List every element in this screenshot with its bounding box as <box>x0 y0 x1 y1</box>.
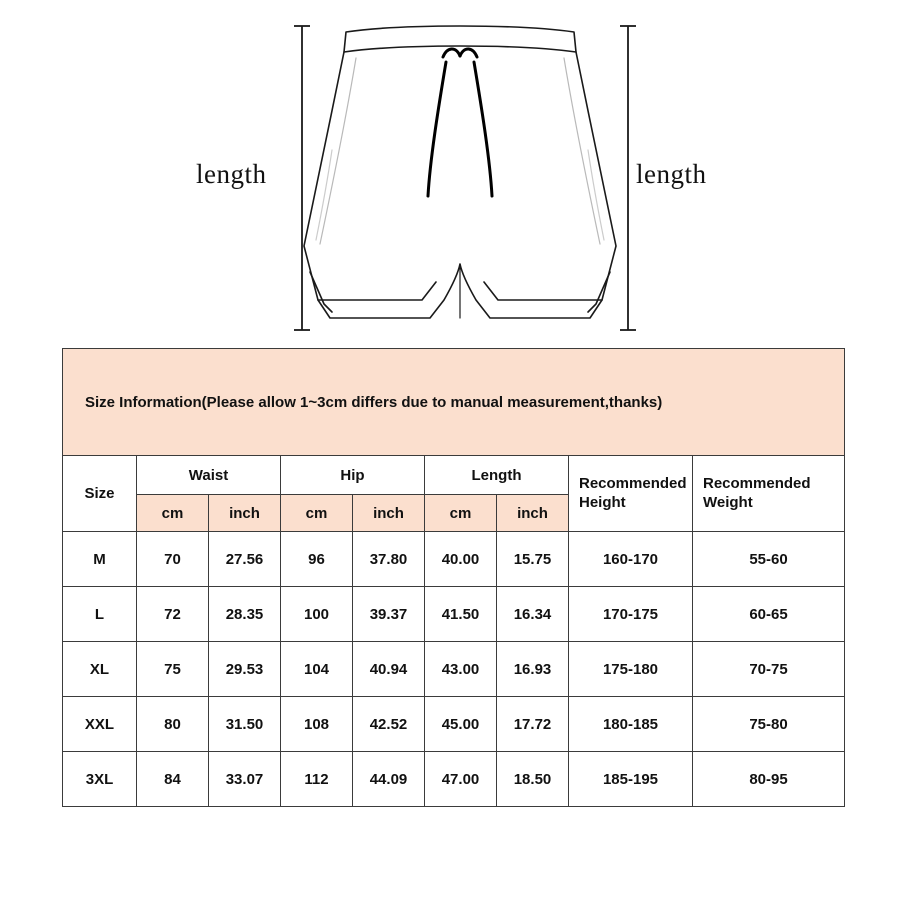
cell-waist-cm: 70 <box>137 532 209 587</box>
cell-length-cm: 43.00 <box>425 642 497 697</box>
cell-length-inch: 16.34 <box>497 587 569 642</box>
cell-length-cm: 45.00 <box>425 697 497 752</box>
table-row <box>63 587 845 642</box>
header-length: Length <box>425 456 569 495</box>
length-arrow-left <box>294 26 310 330</box>
table-group-header-row <box>63 456 845 495</box>
table-row <box>63 697 845 752</box>
shorts-diagram <box>0 0 900 345</box>
table-row <box>63 532 845 587</box>
cell-hip-cm: 100 <box>281 587 353 642</box>
cell-length-inch: 16.93 <box>497 642 569 697</box>
header-waist: Waist <box>137 456 281 495</box>
length-label-left: length <box>196 159 267 189</box>
size-chart <box>62 348 844 807</box>
header-size: Size <box>63 456 137 532</box>
cell-weight-kg: 60-65 <box>693 587 845 642</box>
cell-hip-cm: 104 <box>281 642 353 697</box>
unit-hip-inch: inch <box>353 495 425 532</box>
cell-size: XXL <box>63 697 137 752</box>
drawstring-icon <box>428 49 492 196</box>
cell-waist-inch: 28.35 <box>209 587 281 642</box>
cell-length-inch: 17.72 <box>497 697 569 752</box>
cell-hip-cm: 96 <box>281 532 353 587</box>
cell-hip-inch: 37.80 <box>353 532 425 587</box>
cell-waist-cm: 72 <box>137 587 209 642</box>
cell-size: XL <box>63 642 137 697</box>
header-hip: Hip <box>281 456 425 495</box>
cell-length-cm: 47.00 <box>425 752 497 807</box>
cell-length-inch: 18.50 <box>497 752 569 807</box>
size-table <box>62 348 845 807</box>
table-row <box>63 642 845 697</box>
length-label-right: length <box>636 159 707 189</box>
table-banner-row <box>63 349 845 456</box>
unit-length-inch: inch <box>497 495 569 532</box>
cell-hip-inch: 40.94 <box>353 642 425 697</box>
cell-length-cm: 40.00 <box>425 532 497 587</box>
cell-hip-inch: 44.09 <box>353 752 425 807</box>
cell-height-cm: 185-195 <box>569 752 693 807</box>
cell-hip-cm: 112 <box>281 752 353 807</box>
cell-waist-cm: 80 <box>137 697 209 752</box>
cell-waist-inch: 27.56 <box>209 532 281 587</box>
cell-length-cm: 41.50 <box>425 587 497 642</box>
size-info-note: Size Information(Please allow 1~3cm differs due to manual measurement,thanks) <box>63 349 845 456</box>
cell-hip-inch: 39.37 <box>353 587 425 642</box>
cell-waist-inch: 33.07 <box>209 752 281 807</box>
table-row <box>63 752 845 807</box>
unit-waist-inch: inch <box>209 495 281 532</box>
unit-waist-cm: cm <box>137 495 209 532</box>
cell-waist-cm: 75 <box>137 642 209 697</box>
cell-waist-inch: 29.53 <box>209 642 281 697</box>
cell-size: L <box>63 587 137 642</box>
cell-size: 3XL <box>63 752 137 807</box>
cell-length-inch: 15.75 <box>497 532 569 587</box>
cell-height-cm: 175-180 <box>569 642 693 697</box>
cell-weight-kg: 55-60 <box>693 532 845 587</box>
unit-length-cm: cm <box>425 495 497 532</box>
cell-height-cm: 170-175 <box>569 587 693 642</box>
cell-waist-inch: 31.50 <box>209 697 281 752</box>
unit-hip-cm: cm <box>281 495 353 532</box>
length-arrow-right <box>620 26 636 330</box>
cell-weight-kg: 70-75 <box>693 642 845 697</box>
cell-height-cm: 160-170 <box>569 532 693 587</box>
cell-waist-cm: 84 <box>137 752 209 807</box>
cell-weight-kg: 75-80 <box>693 697 845 752</box>
cell-hip-cm: 108 <box>281 697 353 752</box>
cell-weight-kg: 80-95 <box>693 752 845 807</box>
cell-hip-inch: 42.52 <box>353 697 425 752</box>
cell-height-cm: 180-185 <box>569 697 693 752</box>
header-recommended-weight: Recommended Weight <box>693 456 845 532</box>
cell-size: M <box>63 532 137 587</box>
header-recommended-height: Recommended Height <box>569 456 693 532</box>
